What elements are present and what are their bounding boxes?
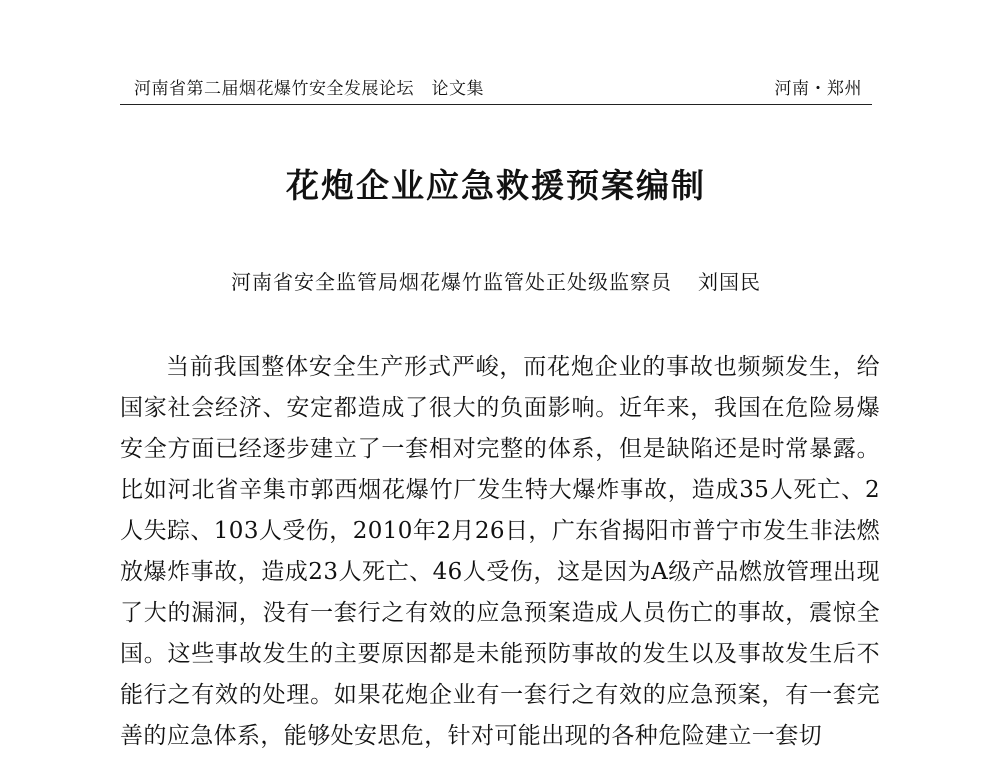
article-body (120, 347, 880, 760)
byline (120, 266, 872, 295)
running-header (120, 64, 872, 104)
author-affiliation: 河南省安全监管局烟花爆竹监管处正处级监察员 (231, 270, 672, 294)
body-paragraph: 当前我国整体安全生产形式严峻，而花炮企业的事故也频频发生，给国家社会经济、安定都造成了很大的负面影响。近年来，我国在危险易爆安全方面已经逐步建立了一套相对完整的体系，但是缺陷还是时常暴露。比如河北省辛集市郭西烟花爆竹厂发生特大爆炸事故，造成35人死亡、2人失踪、103人受伤，2010年2月26日，广东省揭阳市普宁市发生非法燃放爆炸事故，造成23人死亡、46人受伤，这是因为A级产品燃放管理出现了大的漏洞，没有一套行之有效的应急预案造成人员伤亡的事故，震惊全国。这些事故发生的主要原因都是未能预防事故的发生以及事故发生后不能行之有效的处理。如果花炮企业有一套行之有效的应急预案，有一套完善的应急体系，能够处安思危，针对可能出现的各种危险建立一套切 (120, 354, 880, 749)
header-divider (120, 104, 872, 105)
header-location: 河南・郑州 (774, 79, 862, 99)
header-collection-title: 河南省第二届烟花爆竹安全发展论坛 论文集 (134, 79, 484, 99)
author-name: 刘国民 (698, 270, 761, 294)
article-title: 花炮企业应急救援预案编制 (286, 166, 706, 205)
